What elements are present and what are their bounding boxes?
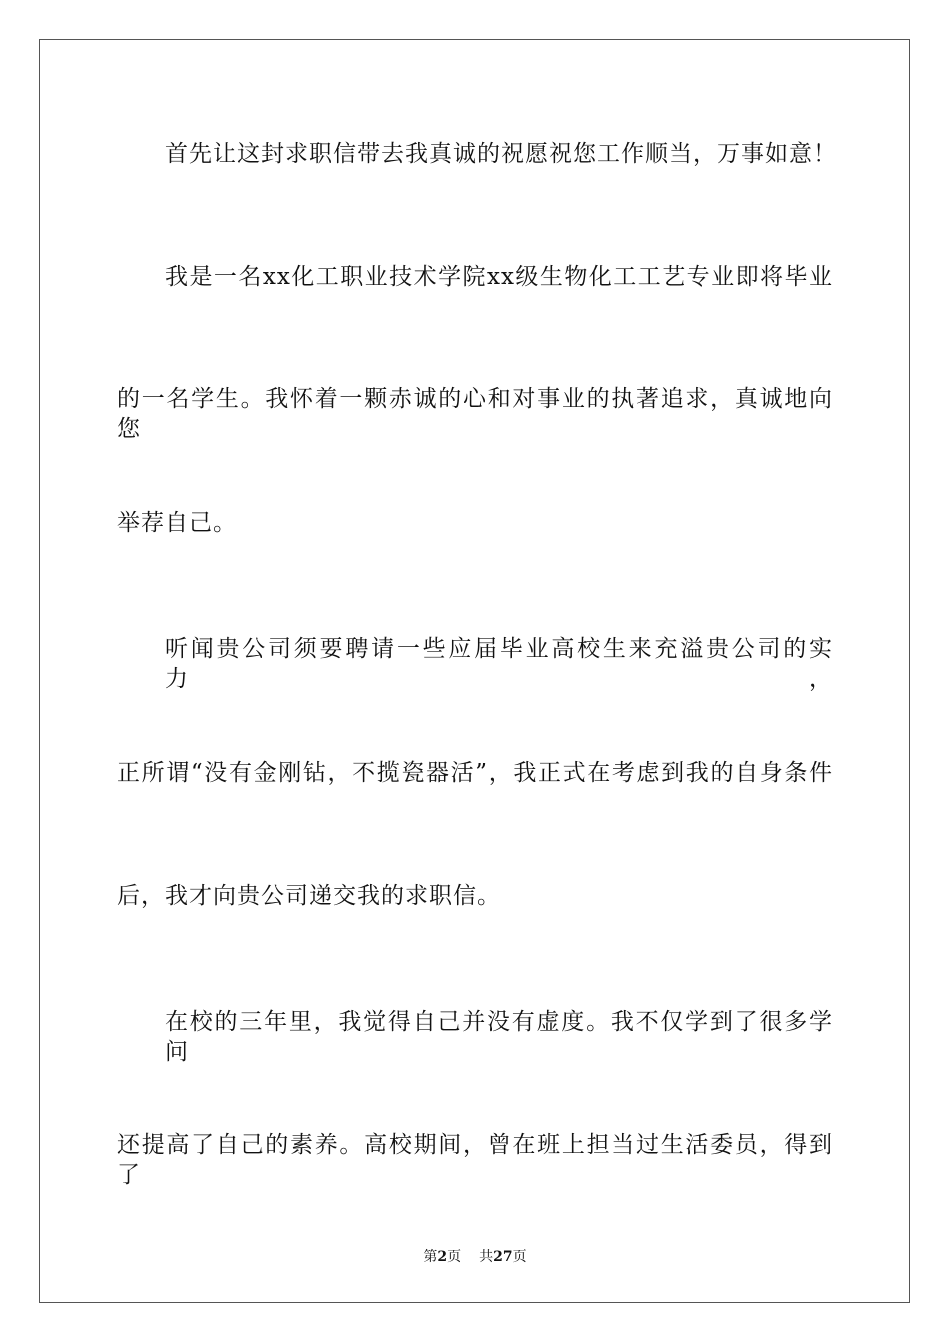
total-prefix: 共 (479, 1249, 494, 1265)
paragraph-line: 的一名学生。我怀着一颗赤诚的心和对事业的执著追求，真诚地向您 (117, 386, 833, 442)
page-prefix: 第 (423, 1249, 438, 1265)
page-footer (0, 1248, 950, 1266)
paragraph-line: 后，我才向贵公司递交我的求职信。 (117, 883, 501, 909)
paragraph-line: 举荐自己。 (117, 510, 237, 536)
paragraph-line: 还提高了自己的素养。高校期间，曾在班上担当过生活委员，得到了 (117, 1132, 833, 1188)
page-total: 27 (493, 1249, 513, 1265)
paragraph-line: 我是一名xx化工职业技术学院xx级生物化工工艺专业即将毕业 (165, 264, 833, 290)
page-unit: 页 (447, 1249, 462, 1265)
paragraph-line: 正所谓“没有金刚钻，不揽瓷器活”，我正式在考虑到我的自身条件 (117, 760, 833, 786)
total-unit: 页 (512, 1249, 527, 1265)
paragraph-line: 在校的三年里，我觉得自己并没有虚度。我不仅学到了很多学问 (165, 1009, 833, 1065)
page-current: 2 (437, 1249, 448, 1265)
paragraph-line: 听闻贵公司须要聘请一些应届毕业高校生来充溢贵公司的实力， (165, 636, 833, 692)
paragraph-line: 首先让这封求职信带去我真诚的祝愿祝您工作顺当，万事如意！ (165, 141, 837, 167)
